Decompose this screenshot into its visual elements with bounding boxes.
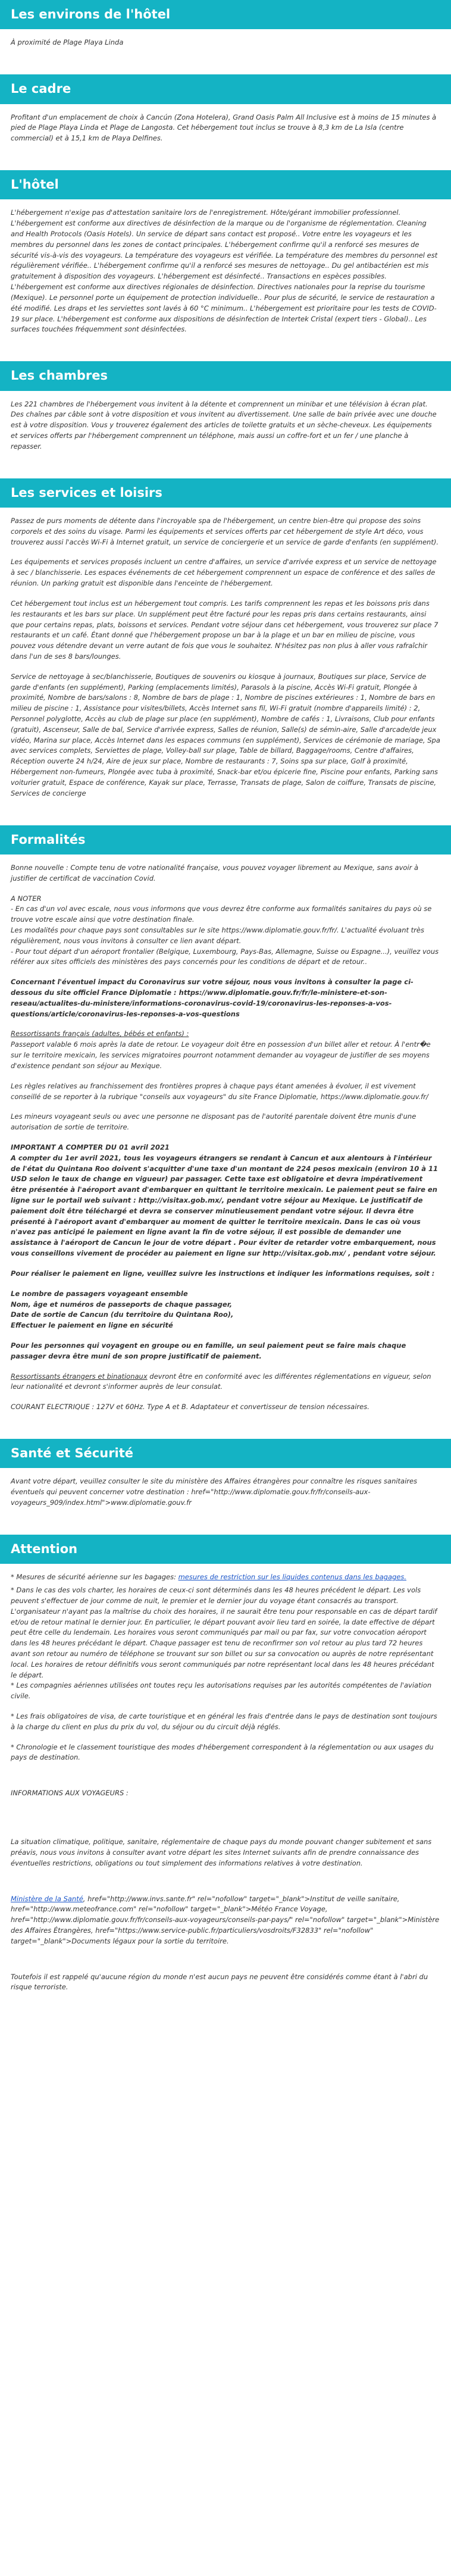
formalites-nota xyxy=(11,894,440,968)
ressortissants-title: Ressortissants français (adultes, bébés et enfants) : xyxy=(11,1029,189,1038)
nota-line: - Pour tout départ d'un aéroport frontalier (Belgique, Luxembourg, Pays-Bas, Allemagne, Suisse ou Espagne...), veuillez vous référer aux sites officiels des ministères des pays concernés pour les conditions de départ et de retour.. xyxy=(11,947,439,966)
formalites-concern: Concernant l'éventuel impact du Coronavirus sur votre séjour, nous vous invitons à consulter la page ci-dessous du site officiel France Diplomatie : https://www.diplomatie.gouv.fr/fr/le-ministere-et-son-reseau/actualites-du-ministere/informations-coronavirus-covid-19/coronavirus-les-reponses-a-vos-questions/article/coronavirus-les-reponses-a-vos-questions xyxy=(11,978,414,1018)
section-chambres xyxy=(0,361,451,478)
etrangers-text: devront être en conformité avec les différentes réglementations en vigueur, selon leur nationalité et devront s'informer auprès de leur consulat. xyxy=(11,1372,431,1391)
attention-situation: La situation climatique, politique, sanitaire, réglementaire de chaque pays du monde pouvant changer subitement et sans préavis, nous vous invitons à consulter avant votre départ les sites Internet suivants afin de prendre connaissance des éventuelles restrictions, obligations ou tout simplement des informations relatives à votre destination. xyxy=(11,1838,432,1867)
formalites-etrangers xyxy=(11,1372,440,1393)
services-paragraph: Cet hébergement tout inclus est un hébergement tout compris. Les tarifs comprennent les repas et les boissons pris dans les restaurants et les bars sur place. Un supplément peut être facturé pour les repas pris dans certains restaurants, ainsi que pour certains repas, plats, boissons et services. Pendant votre séjour dans cet hébergement, vous trouverez sur place 7 restaurants et un café. Étant donné que l'hébergement propose un bar à la plage et un bar en milieu de piscine, vous pouvez vous détendre devant un verre autant de fois que vous le souhaitez. N'hésitez pas non plus à aller vous rafraîchir dans l'un de ses 8 bars/lounges. xyxy=(11,599,439,661)
cadre-text: Profitant d'un emplacement de choix à Cancún (Zona Hotelera), Grand Oasis Palm All Inclusive est à moins de 15 minutes à pied de Plage Playa Linda et Plage de Langosta. Cet hébergement tout inclus se trouve à 8,3 km de La Isla (centre commercial) et à 15,1 km de Playa Delfines. xyxy=(11,112,437,143)
attention-para1: * Dans le cas des vols charter, les horaires de ceux-ci sont déterminés dans les 48 heures précédent le départ. Les vols peuvent s'effectuer de jour comme de nuit, le premier et le dernier jour du voyage étant consacrés au transport. L'organisateur n'ayant pas la maîtrise du choix des horaires, il ne saurait être tenu pour responsable en cas de départ tardif et/ou de retour matinal le dernier jour. En particulier, le départ pouvant avoir lieu tard en soirée, la date effective de départ peut être celle du lendemain. Les horaires vous seront communiqués par mail ou par fax, sur votre convocation aéroport dans les 48 heures précédant le départ. Chaque passager est tenu de reconfirmer son vol retour au plus tard 72 heures avant son retour au numéro de téléphone se trouvant sur son billet ou sur sa convocation ou auprès de notre représentant local. Les horaires de retour définitifs vous seront communiqués par notre représentant local dans les 48 heures précédant le départ. * Les compagnies aériennes utilisées ont toutes reçu les autorisations requises par les autorités compétentes de l'aviation civile. xyxy=(11,1586,437,1701)
ressortissants-text: Passeport valable 6 mois après la date de retour. Le voyageur doit être en possession d'un billet aller et retour. À l'entr�e sur le territoire mexicain, les services migratoires pourront notamment demander au voyageur de justifier de ses moyens d'existence pendant son séjour au Mexique. xyxy=(11,1040,431,1070)
list-line: Effectuer le paiement en ligne en sécurité xyxy=(11,1321,173,1330)
formalites-realiser: Pour réaliser le paiement en ligne, veuillez suivre les instructions et indiquer les informations requises, soit : xyxy=(11,1269,435,1278)
section-title-attention: Attention xyxy=(0,1535,451,1564)
important-title: IMPORTANT A COMPTER DU 01 avril 2021 xyxy=(11,1143,170,1151)
formalites-mineurs: Les mineurs voyageant seuls ou avec une personne ne disposant pas de l'autorité parentale doivent être munis d'une autorisation de sortie de territoire. xyxy=(11,1112,416,1132)
attention-para3: * Chronologie et le classement touristique des modes d'hébergement correspondent à la réglementation ou aux usages du pays de destination. xyxy=(11,1742,434,1762)
section-title-services: Les services et loisirs xyxy=(0,478,451,508)
section-hotel xyxy=(0,170,451,361)
section-cadre xyxy=(0,74,451,170)
list-line: Le nombre de passagers voyageant ensemble xyxy=(11,1289,188,1298)
formalites-intro: Bonne nouvelle : Compte tenu de votre nationalité française, vous pouvez voyager librement au Mexique, sans avoir à justifier de certificat de vaccination Covid. xyxy=(11,863,419,882)
etrangers-title: Ressortissants étrangers et binationaux xyxy=(11,1372,148,1381)
section-title-formalites: Formalités xyxy=(0,825,451,855)
hotel-text: L'hébergement n'exige pas d'attestation sanitaire lors de l'enregistrement. Hôte/gérant immobilier professionnel. L'hébergement est conforme aux directives de désinfection de la marque ou de l'organisme de réglementation. Cleaning and Health Protocols (Oasis Hotels). Un service de départ sans contact est proposé.. Votre entre les voyageurs et les membres du personnel dans les zones de contact principales. L'hébergement confirme qu'il a renforcé ses mesures de sécurité vis-à-vis des voyageurs. La température des voyageurs est vérifiée. La température des membres du personnel est régulièrement vérifiée.. L'hébergement confirme qu'il a renforcé ses mesures de nettoyage.. Du gel antibactérien est mis gratuitement à disposition des voyageurs. L'hébergement est désinfecté.. Transactions en espèces possibles. L'hébergement est conforme aux directives régionales de désinfection. Directives nationales pour la reprise du tourisme (Mexique). Le personnel porte un équipement de protection individuelle.. Pour plus de sécurité, le service de restauration a été modifié. Les draps et les serviettes sont lavés à 60 °C minimum.. L'hébergement est prioritaire pour les tests de COVID-19 sur place. L'hébergement est conforme aux dispositions de désinfection de Intertek Cristal (expert tiers - Global).. Les surfaces touchées fréquemment sont désinfectées. xyxy=(11,208,438,334)
section-title-cadre: Le cadre xyxy=(0,74,451,104)
section-title-hotel: L'hôtel xyxy=(0,170,451,199)
ministere-sante-link[interactable]: Ministère de la Santé xyxy=(11,1894,83,1903)
links-rest: , href="http://www.invs.sante.fr" rel="nofollow" target="_blank">Institut de veille sanitaire, href="http://www.meteofrance.com" rel="nofollow" target="_blank">Météo France Voyage, href="http://www.diplomatie.gouv.fr/fr/conseils-aux-voyageurs/conseils-par-pays/" rel="nofollow" target="_blank">Ministère des Affaires Étrangères, href="https://www.service-public.fr/particuliers/vosdroits/F32833" rel="nofollow" target="_blank">Documents légaux pour la sortie du territoire. xyxy=(11,1894,440,1945)
services-paragraph: Passez de purs moments de détente dans l'incroyable spa de l'hébergement, un centre bien-être qui propose des soins corporels et des soins du visage. Parmi les équipements et services offerts par cet hébergement de style Art déco, vous trouverez aussi l'accès Wi-Fi à Internet gratuit, un service de conciergerie et un service de garde d'enfants (en supplément). xyxy=(11,517,439,546)
section-formalites xyxy=(0,825,451,1439)
nota-line: Les modalités pour chaque pays sont consultables sur le site https://www.diplomatie.gouv.fr/fr/. L'actualité évoluant très régulièrement, nous vous invitons à consulter ce lien avant départ. xyxy=(11,925,424,945)
services-paragraph: Service de nettoyage à sec/blanchisserie, Boutiques de souvenirs ou kiosque à journaux, Boutiques sur place, Service de garde d'enfants (en supplément), Parking (emplacements limités), Parasols à la piscine, Accès Wi-Fi gratuit, Plongée à proximité, Nombre de bars/salons : 8, Nombre de bars de plage : 1, Nombre de piscines extérieures : 1, Nombre de bars en milieu de piscine : 1, Assistance pour visites/billets, Accès Internet sans fil, Wi-Fi gratuit (nombre d'appareils limité) : 2, Personnel polyglotte, Accès au club de plage sur place (en supplément), Nombre de cafés : 1, Livraisons, Club pour enfants (gratuit), Ascenseur, Salle de bal, Service d'arrivée express, Salles de réunion, Salle(s) de sémin-aire, Salle d'arcade/de jeux vidéo, Marina sur place, Accès Internet dans les espaces communs (en supplément), Services de cérémonie de mariage, Spa avec services complets, Serviettes de plage, Volley-ball sur plage, Table de billard, Baggage/rooms, Centre d'affaires, Réception ouverte 24 h/24, Aire de jeux sur place, Nombre de restaurants : 7, Soins spa sur place, Golf à proximité, Hébergement non-fumeurs, Plongée avec tuba à proximité, Snack-bar et/ou épicerie fine, Piscine pour enfants, Parking sans voiturier gratuit, Espace de conférence, Kayak sur place, Terrasse, Transats de plage, Salon de coiffure, Transats de piscine, Services de concierge xyxy=(11,672,440,797)
formalites-courant: COURANT ELECTRIQUE : 127V et 60Hz. Type A et B. Adaptateur et convertisseur de tension nécessaires. xyxy=(11,1403,369,1411)
environs-text: À proximité de Plage Playa Linda xyxy=(11,38,124,47)
formalites-ressortissants xyxy=(11,1029,440,1071)
attention-infos: INFORMATIONS AUX VOYAGEURS : xyxy=(11,1789,129,1798)
formalites-important xyxy=(11,1143,440,1259)
sante-text: Avant votre départ, veuillez consulter le site du ministère des Affaires étrangères pour connaître les risques sanitaires éventuels qui peuvent concerner votre destination : href="http://www.diplomatie.gouv.fr/fr/conseils-aux-voyageurs_909/index.html">www.diplomatie.gouv.fr xyxy=(11,1477,418,1507)
section-title-chambres: Les chambres xyxy=(0,361,451,390)
section-title-environs: Les environs de l'hôtel xyxy=(0,0,451,29)
important-text: A compter du 1er avril 2021, tous les voyageurs étrangers se rendant à Cancun et aux alentours à l'intérieur de l'état du Quintana Roo doivent s'acquitter d'une taxe d'un montant de 224 pesos mexicain (environ 10 à 11 USD selon le taux de change en vigueur) par passager. Cette taxe est obligatoire et devra impérativement être présentée à l'aéroport avant d'embarquer en quittant le territoire mexicain. Le paiement peut se faire en ligne sur le portail web suivant : http://visitax.gob.mx/, pendant votre séjour au Mexique. Le justificatif de paiement doit être téléchargé et devra se conserver minutieusement pendant votre séjour. Il devra être présenté à l'aéroport avant d'embarquer au moment de quitter le territoire mexicain. Dans le cas où vous n'avez pas anticipé le paiement en ligne avant la fin de votre séjour, il est possible de demander une assistance à l'aéroport de Cancun le jour de votre départ . Pour éviter de retarder votre embarquement, nous vous conseillons vivement de procéder au paiement en ligne sur http://visitax.gob.mx/ , pendant votre séjour. xyxy=(11,1153,438,1258)
list-line: Date de sortie de Cancun (du territoire du Quintana Roo), xyxy=(11,1310,234,1319)
section-environs xyxy=(0,0,451,74)
formalites-list xyxy=(11,1289,440,1331)
attention-links xyxy=(11,1894,440,1947)
nota-line: - En cas d'un vol avec escale, nous vous informons que vous devrez être conforme aux formalités sanitaires du pays où se trouve votre escale ainsi que votre destination finale. xyxy=(11,904,432,924)
attention-bagages xyxy=(11,1572,440,1583)
chambres-text: Les 221 chambres de l'hébergement vous invitent à la détente et comprennent un minibar et une télévision à écran plat. Des chaînes par câble sont à votre disposition et vous invitent au divertissement. Une salle de bain privée avec une douche est à votre disposition. Vous y trouverez également des articles de toilette gratuits et un sèche-cheveux. Les équipements et services offerts par l'hébergement comprennent un téléphone, mais aussi un coffre-fort et un fer / une planche à repasser. xyxy=(11,399,437,450)
nota-line: A NOTER xyxy=(11,894,42,903)
bagages-link[interactable]: mesures de restriction sur les liquides contenus dans les bagages. xyxy=(178,1573,407,1582)
bagages-prefix: * Mesures de sécurité aérienne sur les bagages: xyxy=(11,1573,178,1582)
list-line: Nom, âge et numéros de passeports de chaque passager, xyxy=(11,1300,233,1309)
services-paragraph: Les équipements et services proposés incluent un centre d'affaires, un service d'arrivée express et un service de nettoyage à sec / blanchisserie. Les espaces événements de cet hébergement comprennent un espace de conférence et des salles de réunion. Un parking gratuit est disponible dans l'enceinte de l'hébergement. xyxy=(11,558,437,588)
attention-footer: Toutefois il est rappelé qu'aucune région du monde n'est aucun pays ne peuvent être considérés comme étant à l'abri du risque terroriste. xyxy=(11,1972,428,1992)
section-title-sante: Santé et Sécurité xyxy=(0,1439,451,1468)
formalites-regles: Les règles relatives au franchissement des frontières propres à chaque pays étant amenées à évoluer, il est vivement conseillé de se reporter à la rubrique "conseils aux voyageurs" du site France Diplomatie, https://www.diplomatie.gouv.fr/ xyxy=(11,1081,428,1101)
section-services xyxy=(0,478,451,825)
attention-para2: * Les frais obligatoires de visa, de carte touristique et en général les frais d'entrée dans le pays de destination sont toujours à la charge du client en plus du prix du vol, du séjour ou du circuit déjà réglés. xyxy=(11,1712,437,1731)
section-sante xyxy=(0,1439,451,1535)
formalites-personnes: Pour les personnes qui voyagent en groupe ou en famille, un seul paiement peut se faire mais chaque passager devra être muni de son propre justificatif de paiement. xyxy=(11,1341,406,1360)
section-attention xyxy=(0,1535,451,2019)
